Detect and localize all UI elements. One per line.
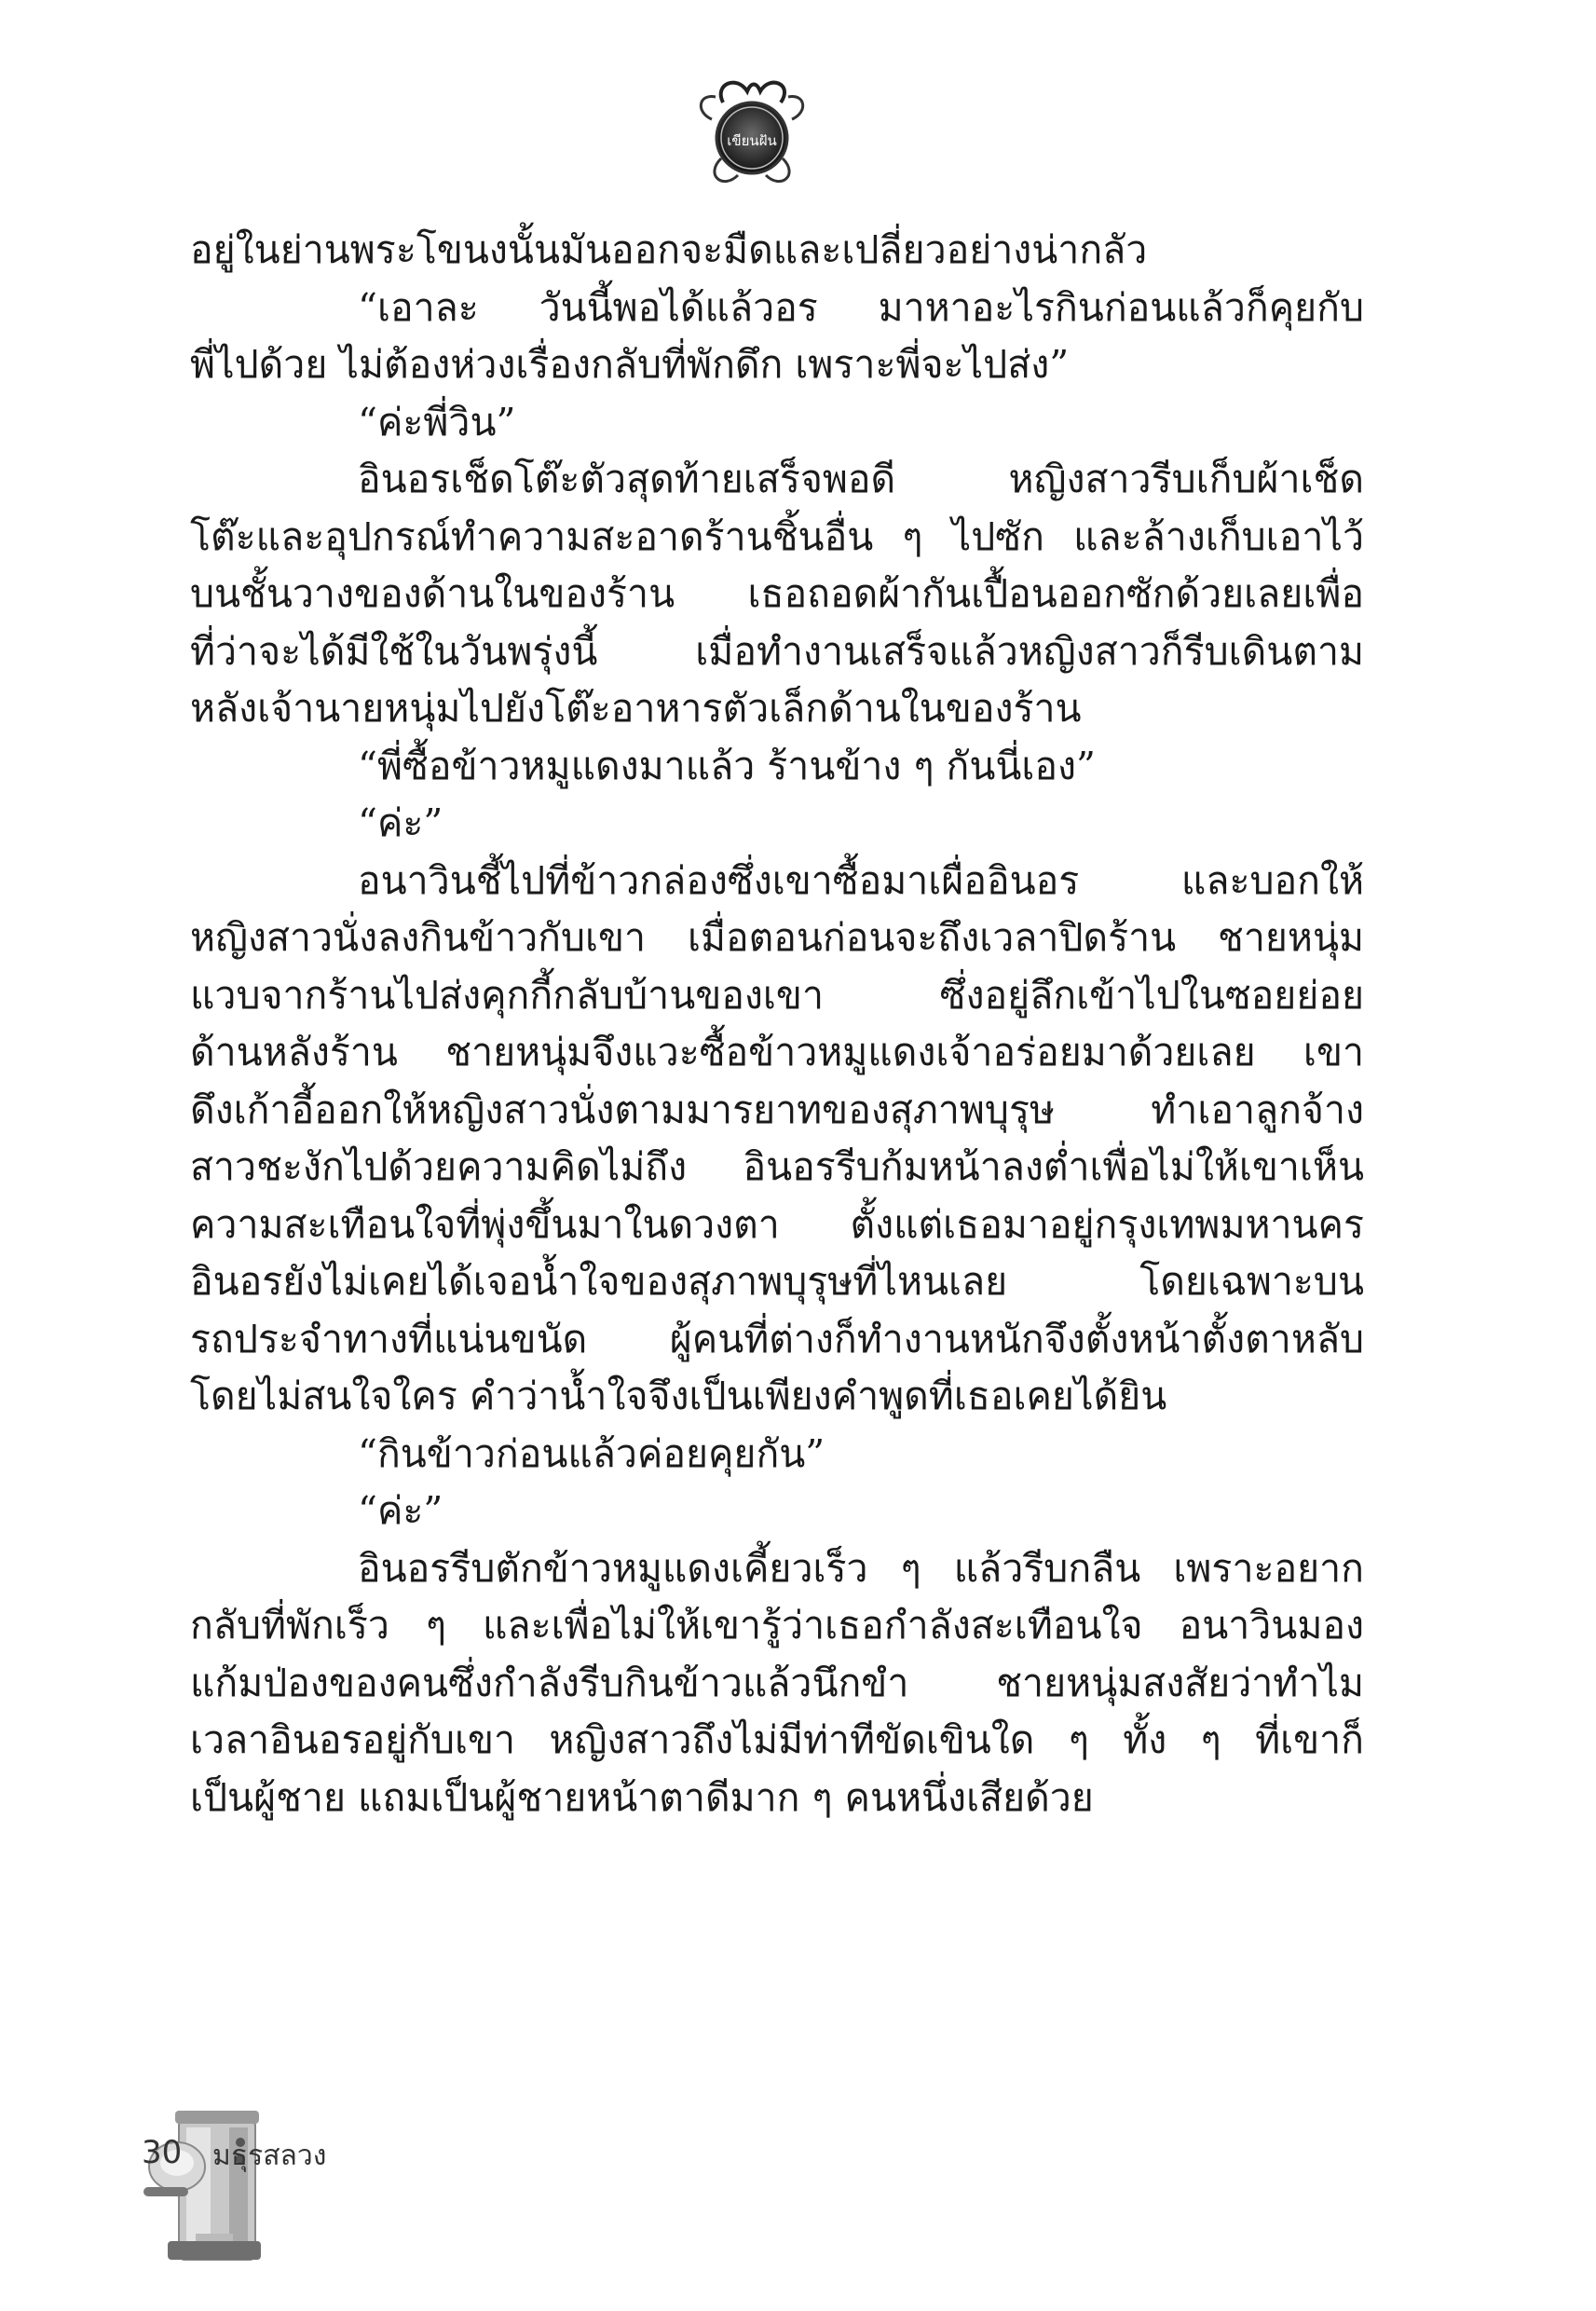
text-line: อินอรเช็ดโต๊ะตัวสุดท้ายเสร็จพอดี หญิงสาวรีบเก็บผ้าเช็ด [358,457,1364,501]
text-line: หญิงสาวนั่งลงกินข้าวกับเขา เมื่อตอนก่อนจะถึงเวลาปิดร้าน ชายหนุ่ม [190,915,1364,960]
text-line: ความสะเทือนใจที่พุ่งขึ้นมาในดวงตา ตั้งแต่เธอมาอยู่กรุงเทพมหานคร [190,1201,1364,1247]
text-line: หลังเจ้านายหนุ่มไปยังโต๊ะอาหารตัวเล็กด้านในของร้าน [190,686,1082,731]
text-line: สาวชะงักไปด้วยความคิดไม่ถึง อินอรรีบก้มหน้าลงต่ำเพื่อไม่ให้เขาเห็น [190,1144,1364,1189]
page-number: 30 [142,2134,183,2171]
text-line: อยู่ในย่านพระโขนงนั้นมันออกจะมืดและเปลี่ยวอย่างน่ากลัว [190,227,1148,272]
text-line: ด้านหลังร้าน ชายหนุ่มจึงแวะซื้อข้าวหมูแดงเจ้าอร่อยมาด้วยเลย เขา [190,1030,1364,1074]
text-line: อินอรรีบตักข้าวหมูแดงเคี้ยวเร็ว ๆ แล้วรีบกลืน เพราะอยาก [358,1545,1364,1591]
header-emblem [686,65,818,198]
text-line: พี่ไปด้วย ไม่ต้องห่วงเรื่องกลับที่พักดึก เพราะพี่จะไปส่ง” [190,342,1070,387]
body-text [190,222,1364,1826]
emblem-text: เขียนฝัน [727,132,777,149]
text-line: อนาวินชี้ไปที่ข้าวกล่องซึ่งเขาซื้อมาเผื่ออินอร และบอกให้ [358,857,1364,903]
text-line: บนชั้นวางของด้านในของร้าน เธอถอดผ้ากันเปื้อนออกซักด้วยเลยเพื่อ [190,571,1364,616]
text-line: “ค่ะ” [358,800,443,845]
text-line: “กินข้าวก่อนแล้วค่อยคุยกัน” [358,1430,825,1476]
text-line: แวบจากร้านไปส่งคุกกี้กลับบ้านของเขา ซึ่งอยู่ลึกเข้าไปในซอยย่อย [190,972,1364,1018]
text-line: อินอรยังไม่เคยได้เจอน้ำใจของสุภาพบุรุษที่ไหนเลย โดยเฉพาะบน [190,1259,1364,1304]
text-line: โต๊ะและอุปกรณ์ทำความสะอาดร้านชิ้นอื่น ๆ ไปซัก และล้างเก็บเอาไว้ [190,513,1364,559]
text-line: กลับที่พักเร็ว ๆ และเพื่อไม่ให้เขารู้ว่าเธอกำลังสะเทือนใจ อนาวินมอง [190,1603,1364,1648]
text-line: “ค่ะพี่วิน” [358,399,516,444]
coffee-machine-icon [140,2101,270,2269]
text-line: โดยไม่สนใจใคร คำว่าน้ำใจจึงเป็นเพียงคำพูดที่เธอเคยได้ยิน [190,1374,1167,1418]
text-line: ดึงเก้าอี้ออกให้หญิงสาวนั่งตามมารยาทของสุภาพบุรุษ ทำเอาลูกจ้าง [190,1087,1364,1132]
text-line: ที่ว่าจะได้มีใช้ในวันพรุ่งนี้ เมื่อทำงานเสร็จแล้วหญิงสาวก็รีบเดินตาม [190,628,1364,674]
author-name: มธุรสลวง [212,2140,327,2172]
text-line: “เอาละ วันนี้พอได้แล้วอร มาหาอะไรกินก่อนแล้วก็คุยกับ [358,284,1364,330]
emblem-icon [686,65,818,198]
text-line: เป็นผู้ชาย แถมเป็นผู้ชายหน้าตาดีมาก ๆ คนหนึ่งเสียด้วย [190,1774,1094,1820]
text-line: เวลาอินอรอยู่กับเขา หญิงสาวถึงไม่มีท่าทีขัดเขินใด ๆ ทั้ง ๆ ที่เขาก็ [190,1717,1364,1762]
footer [140,2101,699,2269]
text-line: รถประจำทางที่แน่นขนัด ผู้คนที่ต่างก็ทำงานหนักจึงตั้งหน้าตั้งตาหลับ [190,1316,1364,1361]
text-line: “พี่ซื้อข้าวหมูแดงมาแล้ว ร้านข้าง ๆ กันนี่เอง” [358,743,1097,788]
text-line: แก้มป่องของคนซึ่งกำลังรีบกินข้าวแล้วนึกขำ ชายหนุ่มสงสัยว่าทำไม [190,1660,1364,1705]
text-line: “ค่ะ” [358,1488,443,1533]
